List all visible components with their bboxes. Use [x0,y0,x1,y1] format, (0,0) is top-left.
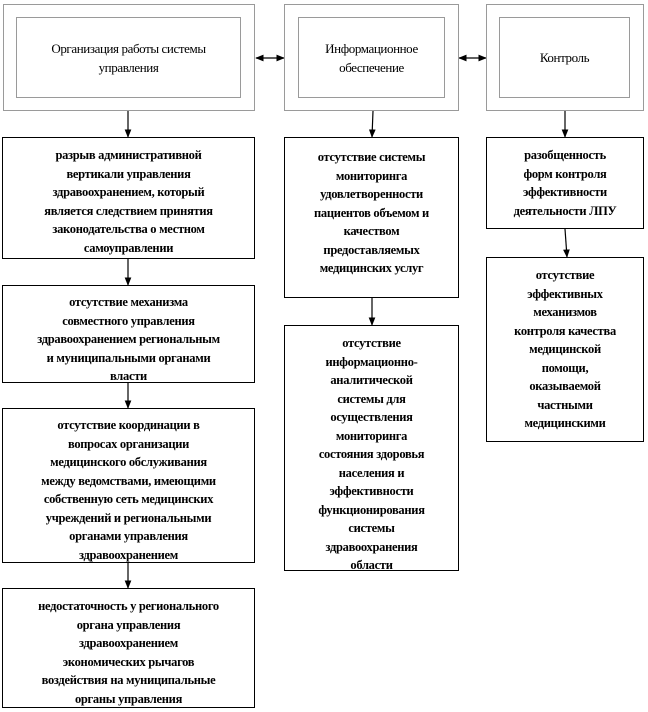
header-control [499,17,630,98]
header-control-label: Контроль [539,50,590,65]
text-line: системы для [337,391,406,406]
text-line: экономических рычагов [62,654,195,669]
text-line: предоставляемых [323,242,420,257]
text-line: форм контроля [523,166,607,181]
text-line: собственную сеть медицинских [43,492,214,506]
text-line: является следствием принятия [44,203,213,218]
arrow-right1-to-right2 [565,229,567,257]
text-line: совместного управления [62,313,195,328]
text-line: вертикали управления [66,166,191,181]
text-line: оказываемой [529,379,601,393]
text-line: здравоохранением региональным [37,332,220,346]
text-line: эффективных [527,286,603,301]
text-line: мониторинга [335,428,408,443]
text-line: отсутствие механизма [69,295,188,309]
text-line: медицинскими [524,416,606,430]
text-line: недостаточность у регионального [38,599,219,613]
text-line: осуществления [330,410,413,424]
text-line: здравоохранением [78,547,179,562]
text-line: населения и [338,465,405,480]
text-line: деятельности ЛПУ [513,203,617,218]
text-line: механизмов [533,305,597,319]
text-line: удовлетворенности [320,187,423,201]
right-box-1 [486,137,644,229]
text-line: отсутствие [342,336,401,350]
text-line: вопросах организации [67,436,190,451]
text-line: состояния здоровья [318,447,425,461]
header-organization [16,17,241,98]
text-line: между ведомствами, имеющими [41,473,216,488]
text-line: медицинского обслуживания [50,455,207,469]
right-box-2 [486,257,644,442]
text-line: медицинских услуг [319,261,424,275]
text-line: эффективности [523,185,607,199]
left-box-1 [2,137,255,259]
text-line: эффективности [329,484,414,498]
text-line: и муниципальными органами [46,350,211,365]
header-information-label: Информационное обеспечение [325,40,418,75]
text-line: воздействия на муниципальные [41,673,216,687]
text-line: помощи, [541,360,589,375]
header-organization-label: Организация работы системы управления [51,40,206,75]
text-line: органа управления [76,617,181,632]
text-line: учреждений и региональными [45,510,212,525]
text-line: мониторинга [335,168,408,183]
arrow-info-to-mid1 [372,111,373,137]
text-line: качеством [343,224,400,238]
text-line: органами управления [69,529,188,543]
left-box-2 [2,285,255,383]
text-line: отсутствие [535,268,595,282]
left-box-4 [2,588,255,708]
text-line: пациентов объемом и [314,205,429,220]
middle-box-2 [284,325,459,571]
text-line: отсутствие координации в [57,418,200,432]
text-line: информационно- [325,354,418,369]
text-line: здравоохранением [78,636,179,650]
text-line: самоуправлении [83,240,174,255]
text-line: разрыв административной [55,148,202,162]
text-line: контроля качества [514,323,616,338]
text-line: аналитической [330,373,413,387]
text-line: законодательства о местном [52,222,205,236]
text-line: здравоохранения [325,539,418,554]
text-line: области [350,558,393,571]
text-line: функционирования [318,502,425,517]
text-line: разобщенность [524,148,606,162]
header-information [298,17,445,98]
text-line: власти [110,369,147,383]
left-box-3 [2,408,255,563]
text-line: частными [537,397,593,412]
text-line: здравоохранением, который [52,185,205,199]
text-line: системы [348,521,395,535]
text-line: органы управления [74,691,183,706]
middle-box-1 [284,137,459,298]
text-line: медицинской [529,342,601,356]
text-line: отсутствие системы [317,150,426,164]
